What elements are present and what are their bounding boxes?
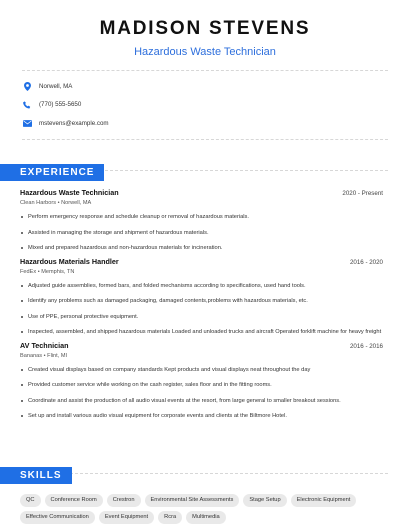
job-title: Hazardous Waste Technician (20, 188, 119, 197)
contact-bottom-divider (22, 139, 388, 140)
job-employer: Clean Harbors • Norwell, MA (20, 200, 92, 206)
job-title: AV Technician (20, 340, 69, 350)
skill-chip: Electronic Equipment (291, 494, 357, 507)
bullet-item: Perform emergency response and schedule cleanup or removal of hazardous materials. (20, 213, 383, 221)
skills-heading: SKILLS (0, 467, 72, 484)
contact-location (22, 77, 388, 96)
experience-section-header (0, 162, 388, 181)
skill-chip: Event Equipment (99, 511, 154, 524)
bullet-item: Adjusted guide assemblies, formed bars, and folded mechanisms according to specifications, used hand tools. (20, 282, 383, 290)
candidate-title: Hazardous Waste Technician (134, 46, 276, 58)
skill-chip: QC (20, 494, 41, 507)
job-title: Hazardous Materials Handler (20, 256, 119, 266)
job-employer: Bananas • Flint, MI (20, 352, 68, 359)
phone-text: (770) 555-5650 (39, 101, 82, 109)
location-pin-icon (22, 82, 32, 91)
skill-chip: Environmental Site Assessments (145, 494, 240, 507)
skill-chip: Conference Room (45, 494, 103, 507)
bullet-item: Identify any problems such as damaged packaging, damaged contents,problems with hazardous materials, etc. (20, 297, 383, 305)
job-bullets (20, 213, 383, 252)
skills-section-header (0, 465, 388, 484)
phone-icon (22, 101, 32, 109)
envelope-icon (22, 120, 32, 127)
resume-header (0, 0, 410, 58)
email-text[interactable]: mstevens@example.com (39, 119, 109, 127)
bullet-item: Assisted in managing the storage and shipment of hazardous materials. (20, 229, 383, 237)
job-dates: 2016 - 2016 (349, 342, 383, 350)
skill-chip: Rcra (158, 511, 182, 524)
skill-chip: Stage Setup (243, 494, 286, 507)
bullet-item: Provided customer service while working on the cash register, sales floor and in the fitting rooms. (20, 381, 383, 389)
job-entry (20, 257, 383, 337)
bullet-item: Inspected, assembled, and shipped hazardous materials Loaded and unloaded trucks and aircraft Operated forklift machine for heavy freight (20, 328, 383, 336)
job-entry (20, 188, 383, 252)
job-dates: 2016 - 2020 (349, 258, 383, 266)
job-bullets (20, 282, 383, 337)
contact-block (22, 70, 388, 140)
bullet-item: Use of PPE, personal protective equipment. (20, 313, 383, 321)
contact-phone (22, 96, 388, 115)
skill-chip: Multimedia (186, 511, 226, 524)
job-dates: 2020 - Present (342, 190, 383, 197)
job-bullets (20, 366, 383, 421)
job-employer: FedEx • Memphis, TN (20, 268, 75, 275)
experience-list (20, 188, 383, 428)
skills-list (20, 494, 392, 524)
bullet-item: Created visual displays based on company standards Kept products and visual displays neat throughout the day (20, 366, 383, 374)
job-entry (20, 341, 383, 421)
location-text: Norwell, MA (39, 82, 73, 90)
contact-email[interactable] (22, 114, 388, 133)
bullet-item: Mixed and prepared hazardous and non-hazardous materials for incineration. (20, 244, 383, 252)
bullet-item: Coordinate and assist the production of all audio visual events at the resort, from large general to smaller breakout sessions. (20, 397, 383, 405)
experience-heading: EXPERIENCE (0, 164, 104, 181)
skill-chip: Crestron (107, 494, 141, 507)
bullet-item: Set up and install various audio visual equipment for corporate events and clients at the Biltmore Hotel. (20, 412, 383, 420)
skill-chip: Effective Communication (20, 511, 95, 524)
candidate-name: MADISON STEVENS (99, 18, 311, 39)
